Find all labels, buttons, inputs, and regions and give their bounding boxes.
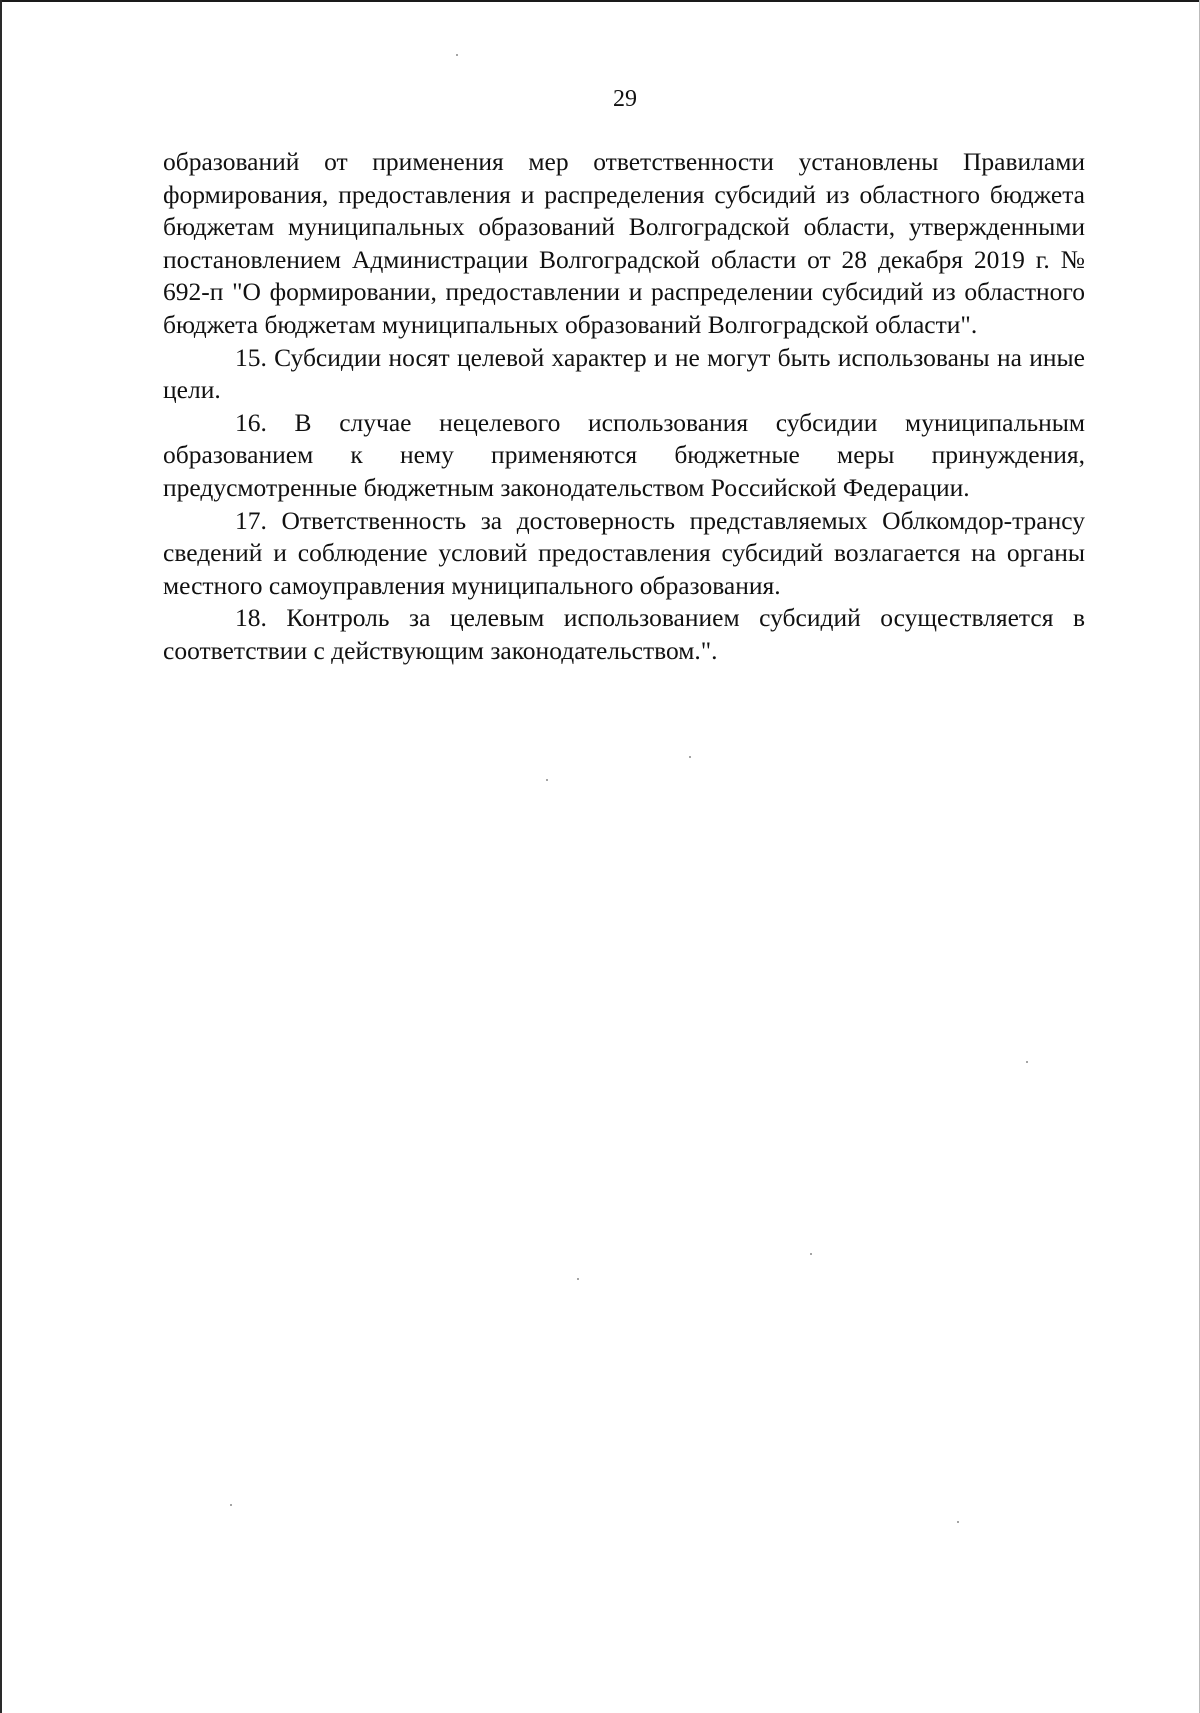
scan-speck: [1026, 1061, 1028, 1063]
scan-speck: [546, 779, 548, 781]
scan-speck: [689, 756, 691, 758]
scan-edge-top: [0, 0, 1200, 2]
paragraph-item-17: 17. Ответственность за достоверность представляемых Облкомдор-трансу сведений и соблюдение условий предоставления субсидий возлагается на органы местного самоуправления муниципального образования.: [163, 505, 1085, 600]
scan-edge-left: [0, 0, 2, 1713]
paragraph-continuation: образований от применения мер ответственности установлены Правилами формирования, предоставления и распределения субсидий из областного бюджета бюджетам муниципальных образований Волгоградской области, утвержденными постановлением Администрации Волгоградской области от 28 декабря 2019 г. № 692-п "О формировании, предоставлении и распределении субсидий из областного бюджета бюджетам муниципальных образований Волгоградской области".: [163, 147, 1085, 339]
scan-speck: [230, 1504, 232, 1506]
paragraph-item-16: 16. В случае нецелевого использования субсидии муниципальным образованием к нему применяются бюджетные меры принуждения, предусмотренные бюджетным законодательством Российской Федерации.: [163, 407, 1085, 502]
scan-speck: [456, 54, 458, 56]
scan-speck: [577, 1278, 579, 1280]
paragraph-item-18: 18. Контроль за целевым использованием субсидий осуществляется в соответствии с действующим законодательством.".: [163, 603, 1085, 665]
paragraph-item-15: 15. Субсидии носят целевой характер и не могут быть использованы на иные цели.: [163, 342, 1085, 405]
scan-speck: [957, 1521, 959, 1523]
page-number: 29: [613, 86, 637, 112]
scan-speck: [810, 1253, 812, 1255]
document-body: [163, 146, 1085, 668]
